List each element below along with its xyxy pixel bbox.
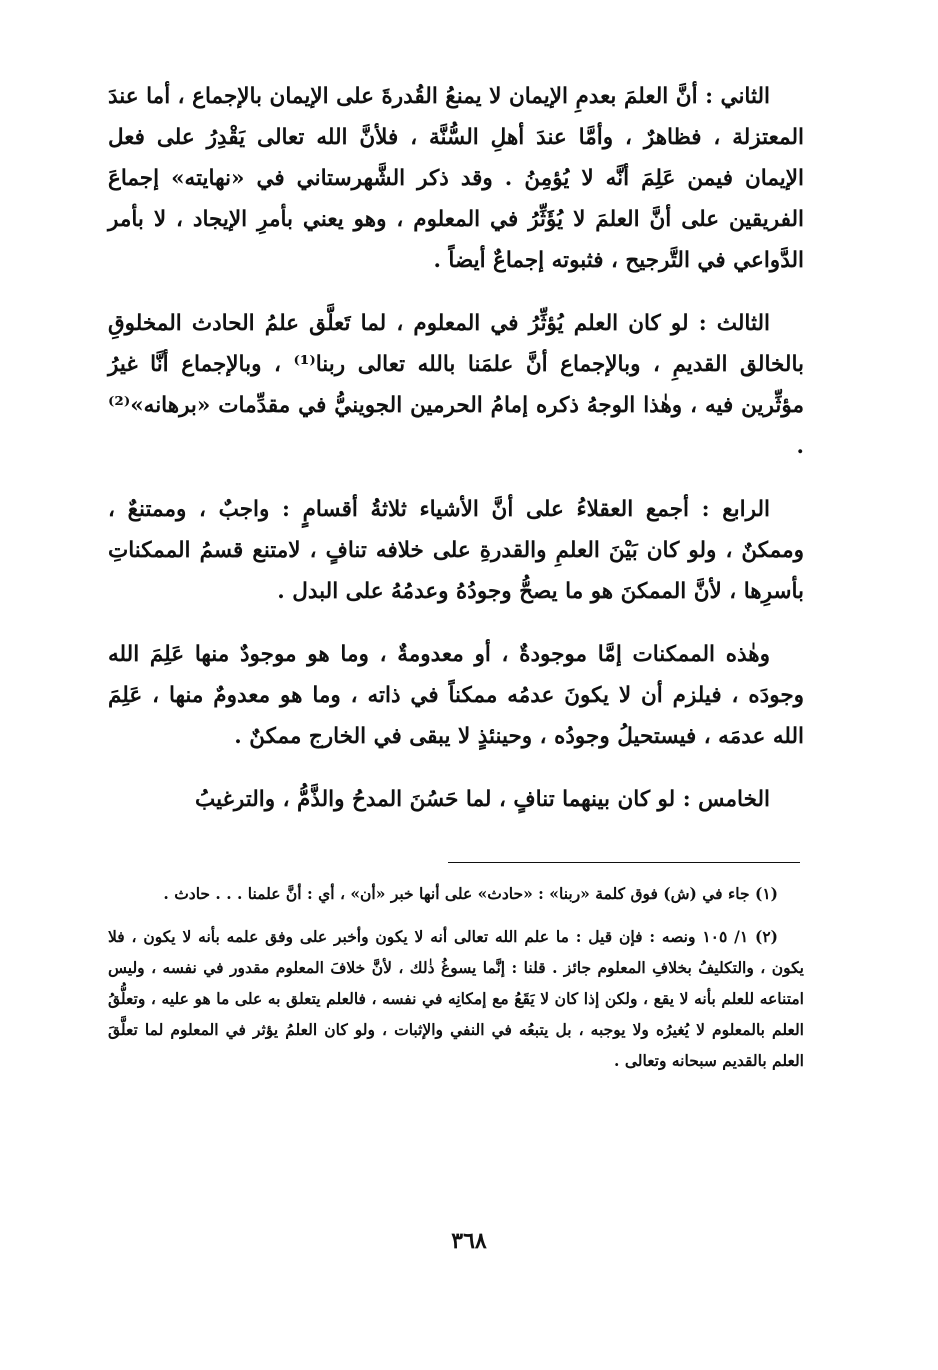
paragraph-possibles: وهٰذه الممكنات إمَّا موجودةٌ ، أو معدومةٌ ، وما هو موجودٌ منها عَلِمَ الله وجودَه ، فيلزم أن لا يكونَ عدمُه ممكناً في ذاته ، وما هو معدومٌ منها ، عَلِمَ الله عدمَه ، فيستحيلُ وجودُه ، وحينئذٍ لا يبقى في الخارج ممكنٌ . bbox=[108, 642, 804, 749]
footnote-1: (١) جاء في (ش) فوق كلمة «ربنا» : «حادث» على أنها خبر «أن» ، أي : أنَّ علمنا . . . حادث . bbox=[163, 884, 778, 903]
footnote-2: (٢) ١/ ١٠٥ ونصه : فإن قيل : ما علم الله تعالى أنه لا يكون وأخبر على وفق علمه بأنه لا يكون ، فلا يكون ، والتكليفُ بخلافِ المعلوم جائز . قلنا : إنَّما يسوغُ ذٰلك ، لأنَّ خلافَ المعلوم مقدور في نفسه ، وليس امتناعه للعلم بأنه لا يقع ، ولكن إذا كان لا يَقَعُ مع إمكانِه في نفسه ، فالعلم يتعلق به على ما هو عليه ، وتعلُّقُ العلم بالمعلوم لا يُغيرُه ولا يوجبه ، بل يتبعُه في النفي والإثبات ، ولو كان العلمُ يؤثر في المعلوم لما تعلَّقَ العلم بالقديم سبحانه وتعالى . bbox=[108, 927, 804, 1070]
paragraph-fifth-argument: الخامس : لو كان بينهما تنافٍ ، لما حَسُنَ المدحُ والذَّمُّ ، والترغيبُ bbox=[195, 787, 770, 812]
body-text bbox=[108, 76, 804, 820]
paragraph-fourth-argument: الرابع : أجمع العقلاءُ على أنَّ الأشياء ثلاثةُ أقسامٍ : واجبٌ ، وممتنعٌ ، وممكنٌ ، ولو كان بَيْنَ العلمِ والقدرةِ على خلافه تنافٍ ، لامتنع قسمُ الممكناتِ بأسرِها ، لأنَّ الممكنَ هو ما يصحُّ وجودُهُ وعدمُهُ على البدل . bbox=[108, 497, 804, 604]
main-text-block bbox=[108, 76, 804, 820]
page-number: ٣٦٨ bbox=[451, 1228, 487, 1254]
footnotes bbox=[108, 878, 804, 1088]
footnote-divider bbox=[448, 862, 800, 863]
paragraph-third-argument: الثالث : لو كان العلم يُؤثِّرُ في المعلوم ، لما تَعلَّق علمُ الحادث المخلوقِ بالخالق القديمِ ، وبالإجماع أنَّ علمَنا بالله تعالى ربنا⁽¹⁾ ، وبالإجماع أنَّا غيرُ مؤثِّرين فيه ، وهٰذا الوجهُ ذكره إمامُ الحرمين الجوينيُّ في مقدِّمات «برهانه»⁽²⁾ . bbox=[108, 311, 804, 459]
paragraph-second-argument: الثاني : أنَّ العلمَ بعدمِ الإيمان لا يمنعُ القُدرةَ على الإيمان بالإجماع ، أما عندَ المعتزلة ، فظاهرٌ ، وأمَّا عندَ أهلِ السُّنَّة ، فلأنَّ الله تعالى يَقْدِرُ على فعل الإيمان فيمن عَلِمَ أنَّه لا يُؤمِنُ . وقد ذكر الشَّهرستاني في «نهايته» إجماعَ الفريقين على أنَّ العلمَ لا يُؤَثِّرُ في المعلوم ، وهو يعني بأمرِ الإيجاد ، لا بأمر الدَّواعي في التَّرجيح ، فثبوته إجماعٌ أيضاً . bbox=[108, 84, 804, 273]
